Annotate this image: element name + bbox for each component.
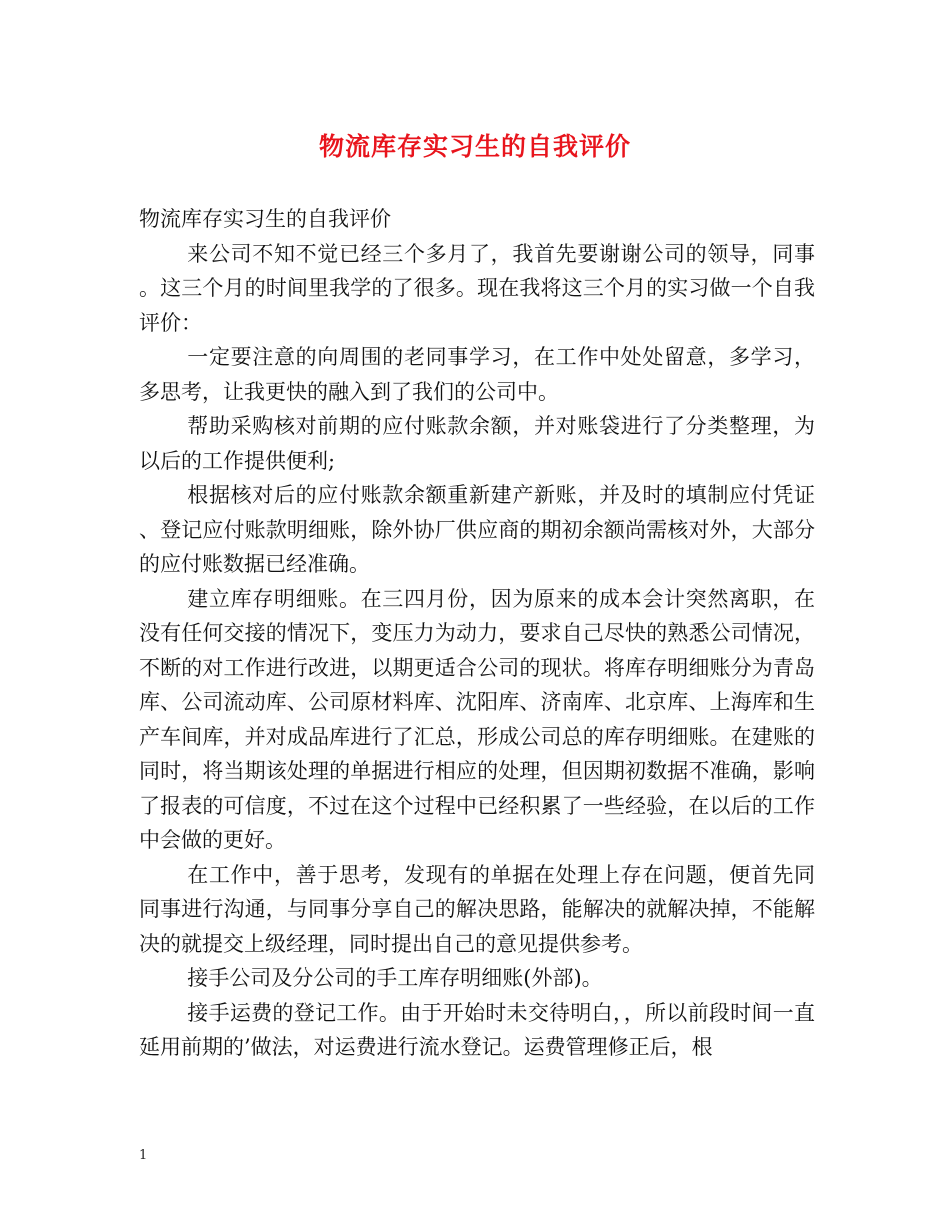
paragraph: 帮助采购核对前期的应付账款余额，并对账袋进行了分类整理，为以后的工作提供便利; — [139, 414, 815, 473]
paragraph: 接手公司及分公司的手工库存明细账(外部)。 — [187, 966, 603, 990]
paragraph: 根据核对后的应付账款余额重新建产新账，并及时的填制应付凭证、登记应付账款明细账，除外协厂供应商的期初余额尚需核对外，大部分的应付账数据已经准确。 — [139, 483, 815, 576]
document-body — [139, 202, 815, 1065]
document-subtitle: 物流库存实习生的自我评价 — [139, 207, 391, 231]
paragraph: 建立库存明细账。在三四月份，因为原来的成本会计突然离职，在没有任何交接的情况下，变压力为动力，要求自己尽快的熟悉公司情况，不断的对工作进行改进，以期更适合公司的现状。将库存明细账分为青岛库、公司流动库、公司原材料库、沈阳库、济南库、北京库、上海库和生产车间库，并对成品库进行了汇总，形成公司总的库存明细账。在建账的同时，将当期该处理的单据进行相应的处理，但因期初数据不准确，影响了报表的可信度，不过在这个过程中已经积累了一些经验，在以后的工作中会做的更好。 — [139, 586, 815, 852]
paragraph: 来公司不知不觉已经三个多月了，我首先要谢谢公司的领导，同事。这三个月的时间里我学的了很多。现在我将这三个月的实习做一个自我评价： — [139, 241, 815, 335]
document-title: 物流库存实习生的自我评价 — [318, 132, 631, 161]
paragraph: 接手运费的登记工作。由于开始时未交待明白，，所以前段时间一直延用前期的’做法，对运费进行流水登记。运费管理修正后，根 — [139, 1000, 815, 1059]
paragraph: 一定要注意的向周围的老同事学习，在工作中处处留意，多学习，多思考，让我更快的融入到了我们的公司中。 — [139, 345, 815, 404]
page-number: 1 — [139, 1148, 148, 1163]
paragraph: 在工作中，善于思考，发现有的单据在处理上存在问题，便首先同同事进行沟通，与同事分享自己的解决思路，能解决的就解决掉，不能解决的就提交上级经理，同时提出自己的意见提供参考。 — [139, 862, 815, 956]
